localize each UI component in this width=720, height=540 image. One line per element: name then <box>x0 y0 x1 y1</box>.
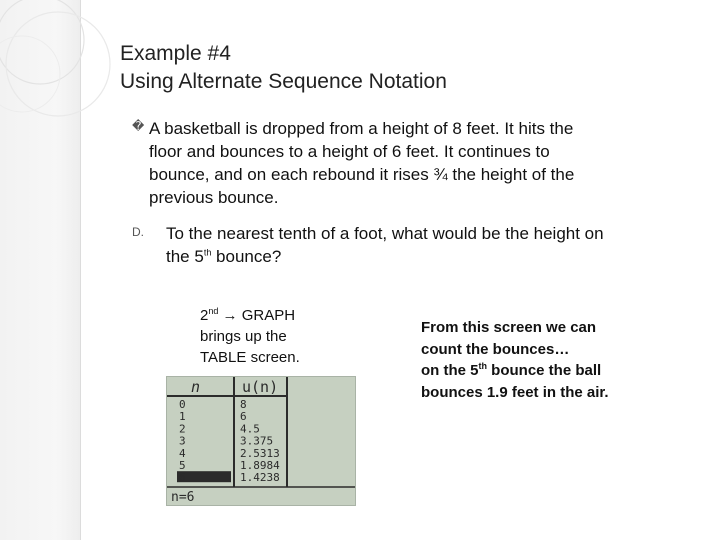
answer-superscript: th <box>478 361 488 371</box>
u-cell: 8 <box>240 398 247 411</box>
calculator-table-screen <box>166 376 356 506</box>
problem-line-1: A basketball is dropped from a height of 8 feet. It hits the <box>149 119 574 138</box>
question-text-end: bounce? <box>211 247 282 266</box>
footer-readout: n=6 <box>171 490 195 505</box>
header-u: u(n) <box>242 378 279 396</box>
problem-statement <box>149 117 669 209</box>
title-line-1: Example #4 <box>120 42 231 65</box>
answer-text: on the 5 <box>421 362 479 379</box>
answer-line-2: count the bounces… <box>421 340 570 358</box>
n-cell: 6 <box>179 471 186 485</box>
title-line-2: Using Alternate Sequence Notation <box>120 70 447 93</box>
instruction-key: GRAPH <box>237 307 296 324</box>
u-column <box>240 398 280 484</box>
answer-note <box>421 317 681 403</box>
n-column <box>179 398 186 484</box>
u-cell: 6 <box>240 410 247 424</box>
question <box>166 222 720 268</box>
header-n: n <box>191 378 201 396</box>
n-cell: 1 <box>179 410 186 424</box>
answer-line-1: From this screen we can <box>421 319 597 336</box>
instruction-line-1 <box>200 305 350 326</box>
u-cell: 1.8984 <box>240 459 280 472</box>
question-text: the 5 <box>166 247 204 266</box>
u-cell: 4.5 <box>240 422 260 436</box>
question-line-2 <box>166 245 720 268</box>
n-cell: 5 <box>179 459 186 472</box>
n-cell: 3 <box>179 434 186 448</box>
problem-line-4: previous bounce. <box>149 188 279 207</box>
decor-circles-icon <box>0 0 140 160</box>
u-cell: 3.375 <box>240 434 274 448</box>
arrow-icon: → <box>222 307 238 324</box>
question-superscript: th <box>203 247 212 258</box>
instruction-note <box>200 305 350 368</box>
answer-text-end: bounce the ball <box>487 362 602 379</box>
question-line-1: To the nearest tenth of a foot, what would be the height on <box>166 224 604 243</box>
problem-line-2: floor and bounces to a height of 6 feet. It continues to <box>149 142 550 161</box>
instruction-line-3: TABLE screen. <box>200 349 300 366</box>
problem-line-3: bounce, and on each rebound it rises ¾ the height of the <box>149 165 575 184</box>
slide-title <box>120 40 447 96</box>
n-cell: 0 <box>179 398 186 411</box>
u-cell: 1.4238 <box>240 471 280 485</box>
instruction-sup: nd <box>208 306 219 316</box>
answer-line-3 <box>421 360 681 382</box>
n-cell: 2 <box>179 422 186 436</box>
u-cell: 2.5313 <box>240 446 280 460</box>
answer-line-4: bounces 1.9 feet in the air. <box>421 383 609 401</box>
instruction-line-2: brings up the <box>200 328 287 345</box>
instruction-num: 2 <box>200 307 209 324</box>
n-cell: 4 <box>179 446 186 460</box>
bullet-icon: � <box>132 119 145 133</box>
calculator-screen-svg <box>167 377 355 505</box>
part-label: D. <box>132 225 144 239</box>
